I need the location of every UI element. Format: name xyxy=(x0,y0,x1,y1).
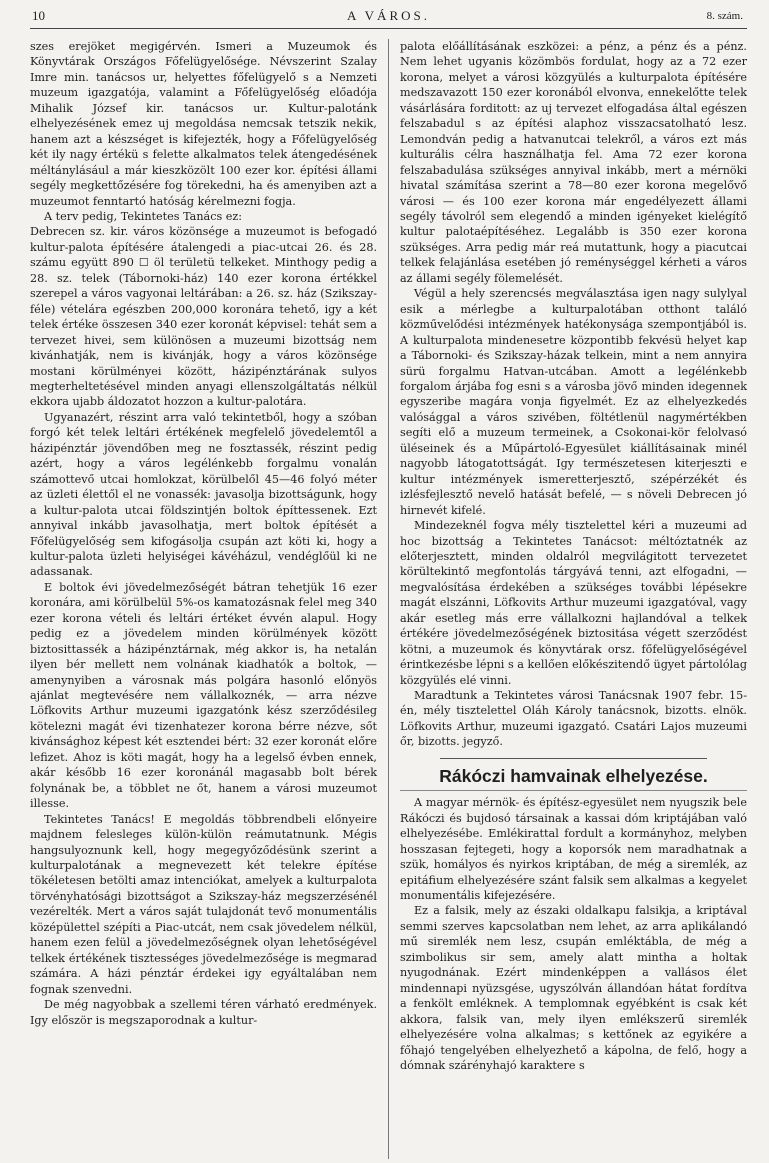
left-column xyxy=(30,39,377,1073)
page-number: 10 xyxy=(32,8,45,23)
page-header xyxy=(30,6,747,29)
paragraph: A magyar mérnök- és építész-egyesület nem nyugszik bele Rákóczi és bujdosó társainak a kassai dóm kriptájában való elhelyezésébe. Emlékirattal fordult a kormányhoz, melyben hosszasan fejtegeti, hogy a koporsók nem maradhatnak a szük, homályos és nyirkos kriptában, de még a siremlék, az epitáfium elhelyezésére szánt falsik sem alkalmas a kegyelet monumentális kifejezésére. xyxy=(400,796,747,903)
paragraph: Maradtunk a Tekintetes városi Tanácsnak 1907 febr. 15-én, mély tisztelettel Oláh Károly tanácsnok, bizotts. elnök. Löfkovits Arthur, muzeumi igazgató. Csatári Lajos muzeumi őr, bizotts. jegyző. xyxy=(400,689,747,749)
section-separator xyxy=(440,758,707,759)
article-columns xyxy=(30,39,747,1073)
paragraph: E boltok évi jövedelmezőségét bátran tehetjük 16 ezer koronára, ami körülbelül 5%-os kamatozásnak felel meg 340 ezer korona vételi és leltári értéket évvén alapul. Hogy pedig ez a jövedelem minden körülmények között biztosittassék a házipénztárnak, még akkor is, ha netalán ilyen bér mellett nem volnának kiadhatók a boltok, — amenynyiben a városnak más polgára hasonló előnyös ajánlat megtevésére nem vállalkoznék, — arra nézve Löfkovits Arthur muzeumi igazgatónk kész szerződésileg kötelezni magát évi tizenhatezer korona bérre nézve, sőt kivánsághoz képest két esztendei bért: 32 ezer koronát előre lefizet. Ahoz is köti magát, hogy ha a legelső évben ennek, akár később 16 ezer koronánál magasabb bolt bérek folynának be, a többlet ne őt, hanem a városi muzeumot illesse. xyxy=(30,580,377,811)
paragraph: Végül a hely szerencsés megválasztása igen nagy sulylyal esik a mérlegbe a kulturpalotában otthont találó közművelődési intézmények hatékonysága szempontjából is. A kulturpalota mindenesetre központibb fekvésü helyet kap a Tábornoki- és Szikszay-házak telkein, mint a nem annyira sürü forgalmu Hatvan-utcában. Amott a legélénkebb forgalom árjába fog esni s a városba jövő minden idegennek egyszeribe magára vonja figyelmét. Ez az elhelyezkedés valósággal a város szivében, föltétlenül nagymértékben segíti elő a muzeum termeinek, a Csokonai-kör felolvasó üléseinek és a Műpártoló-Egyesület kiállításainak minél nagyobb látogatottságát. Igy természetesen kiterjeszti e kultur intézmények ismeretterjesztő, szépérzékét és izlésfejlesztő nevelő hatását befelé, — s növeli Debrecen jó hirnevét kifelé. xyxy=(400,287,747,517)
section-heading: Rákóczi hamvainak elhelyezése. xyxy=(400,765,747,791)
paragraph: Mindezeknél fogva mély tisztelettel kéri a muzeumi ad hoc bizottság a Tekintetes Tanácsot: méltóztatnék az előterjesztett, minden oldalról megvilágitott tervezetet körültekintő megfontolás tárgyává tenni, azt elfogadni, — megvalósítása érdekében a szükséges további lépésekre magát elszánni, Löfkovits Arthur muzeumi igazgatóval, vagy akár esetleg más erre vállalkozni hajlandóval a telkek értékére jövedelmezőségének biztositása végett szerződést kötni, a muzeumok és könyvtárak orsz. főfelügyelőségével érintkezésbe lépni s a kellően előkészitendő ügyet pártolólag közgyülés elé vinni. xyxy=(400,519,747,687)
right-column-article xyxy=(400,39,747,750)
paragraph: A terv pedig, Tekintetes Tanács ez: xyxy=(44,209,243,223)
paragraph: Ez a falsik, mely az északi oldalkapu falsikja, a kriptával semmi szerves kapcsolatban nem lehet, az arra aplikálandó mű siremlék nem lesz, csupán emléktábla, de még a szimbolikus sir sem, amely alatt mintha a holtak nyugodnának. Ezért mindenképpen a vallásos élet mindennapi nyüzsgése, ugyszólván állandóan hátat fordítva a fenkölt emléknek. A templomnak egyébként is csak két akkora, falsik van, mely ilyen emlékszerű siremlék elhelyezésére volna alkalmas; s kettőnek az egyikére a főhajó tengelyében elhelyezhető a kápolna, de felő, hogy a dómnak szárényhajó karaktere s xyxy=(400,904,747,1072)
paragraph: Debrecen sz. kir. város közönsége a muzeumot is befogadó kultur-palota építésére átalengedi a piac-utcai 26. és 28. számu együtt 890 ☐ öl területü telkeket. Minthogy pedig a 28. sz. telek (Tábornoki-ház) 140 ezer korona értékkel szerepel a város vagyonai leltárában: a 26. sz. ház (Szikszay-féle) vételára egészben 200,000 koronára tehető, igy a két telek értéke összesen 340 ezer koronát képvisel: tehát sem a tervezet hivei, sem különösen a muzeumi bizottság nem kivánhatják, nem is kivánják, hogy a város közönsége mostani körülményei között, házipénztárának sulyos megterheltetésével minden anyagi ellenszolgáltatás nélkül ekkora ujabb áldozatot hozzon a kultur-palotára. xyxy=(30,225,377,409)
paragraph: De még nagyobbak a szellemi téren várható eredmények. Igy először is megszaporodnak a kultur- xyxy=(30,998,377,1027)
publication-title: A VÁROS. xyxy=(346,8,430,23)
right-column xyxy=(400,39,747,1073)
paragraph: szes erejöket megigérvén. Ismeri a Muzeumok és Könyvtárak Országos Főfelügyelősége. Névszerint Szalay Imre min. tanácsos ur, helyettes főfelügyelő s a Nemzeti muzeum igazgatója, valamint a Főfelügyelőség előadója Mihalik József kir. tanácsos ur. Kultur-palotánk elhelyezésének emez uj megoldása nemcsak tetszik nekik, hanem azt a készséget is kifejezték, hogy a Főfelügyelőség két ily nagy értékü s felette alkalmatos telek átengedésének méltánylásául a már kieszközölt 100 ezer kor. építési állami segély megkettőzésére fog törekedni, ha és amenyiben azt a muzeumot fenntartó hatóság kérelmezni fogja. xyxy=(30,40,377,208)
paragraph: palota előállításának eszközei: a pénz, a pénz és a pénz. Nem lehet ugyanis közömbös fordulat, hogy az a 72 ezer korona, melyet a városi közgyülés a kulturpalota építésére medszavazott 150 ezer koronából elvonva, ennekelőtte telek vásárlására forditott: az uj tervezet elfogadása által egészen felszabadul s az építési alaphoz visszacsatolható lesz. Lemondván pedig a hatvanutcai telekről, a város ezt más kulturális célra használhatja fel. Ama 72 ezer korona felszabadulása szükséges annyival inkább, mert a mérnöki hivatal számítása szerint a 78—80 ezer korona megelővő városi — és 100 ezer korona már engedélyezett állami segély távolról sem elegendő a minden igényeket kielégítő kultur palotaépítéséhez. Legalább is 350 ezer korona szükséges. Arra pedig már reá mutattunk, hogy a piacutcai telkek felajánlása esetében jó reménységgel kérheti a város az állami segély fölemelését. xyxy=(400,40,747,285)
rakoczi-article xyxy=(400,795,747,1073)
paragraph: Ugyanazért, részint arra való tekintetből, hogy a szóban forgó két telek leltári értékének megfelelő jövedelemtől a házipénztár jövendőben meg ne fosztassék, részint pedig azért, hogy a város legélénkebb forgalmu vonalán számottevő utcai homlokzat, körülbelől 45—46 folyó méter az üzleti élettől el ne vonassék: javasolja bizottságunk, hogy a kultur-palota utcai földszintjén boltok építtessenek. Ezt annyival inkább javasolhatja, mert boltok építését a Főfelügyelőség sem kifogásolja csupán azt köti ki, hogy a kultur-palota üzleti helyiségei kávéházul, vendéglőül ki ne adassanak. xyxy=(30,410,377,579)
column-divider xyxy=(388,39,389,1159)
paragraph: Tekintetes Tanács! E megoldás többrendbeli előnyeire majdnem felesleges külön-külön reámutatnunk. Mégis hangsulyoznunk kell, hogy megegyőződésünk szerint a kulturpalotának a megnevezett két telekre építése tökéletesen betölti amaz intenciókat, amelyek a kulturpalota törvényhatósági bizottságot a Szikszay-ház megszerzésénél vezérelték. Mert a város saját tulajdonát tevő monumentális középülettel szépíti a Piac-utcát, nem csak jövedelem nélkül, hanem ezen felül a jövedelmezőségnek olyan lehetőségével telkek értékének tisztességes jövedelmezősége is megmarad számára. A házi pénztár érdekei igy egyáltalában nem fognak szenvedni. xyxy=(30,812,377,996)
issue-number: 8. szám. xyxy=(706,10,743,22)
